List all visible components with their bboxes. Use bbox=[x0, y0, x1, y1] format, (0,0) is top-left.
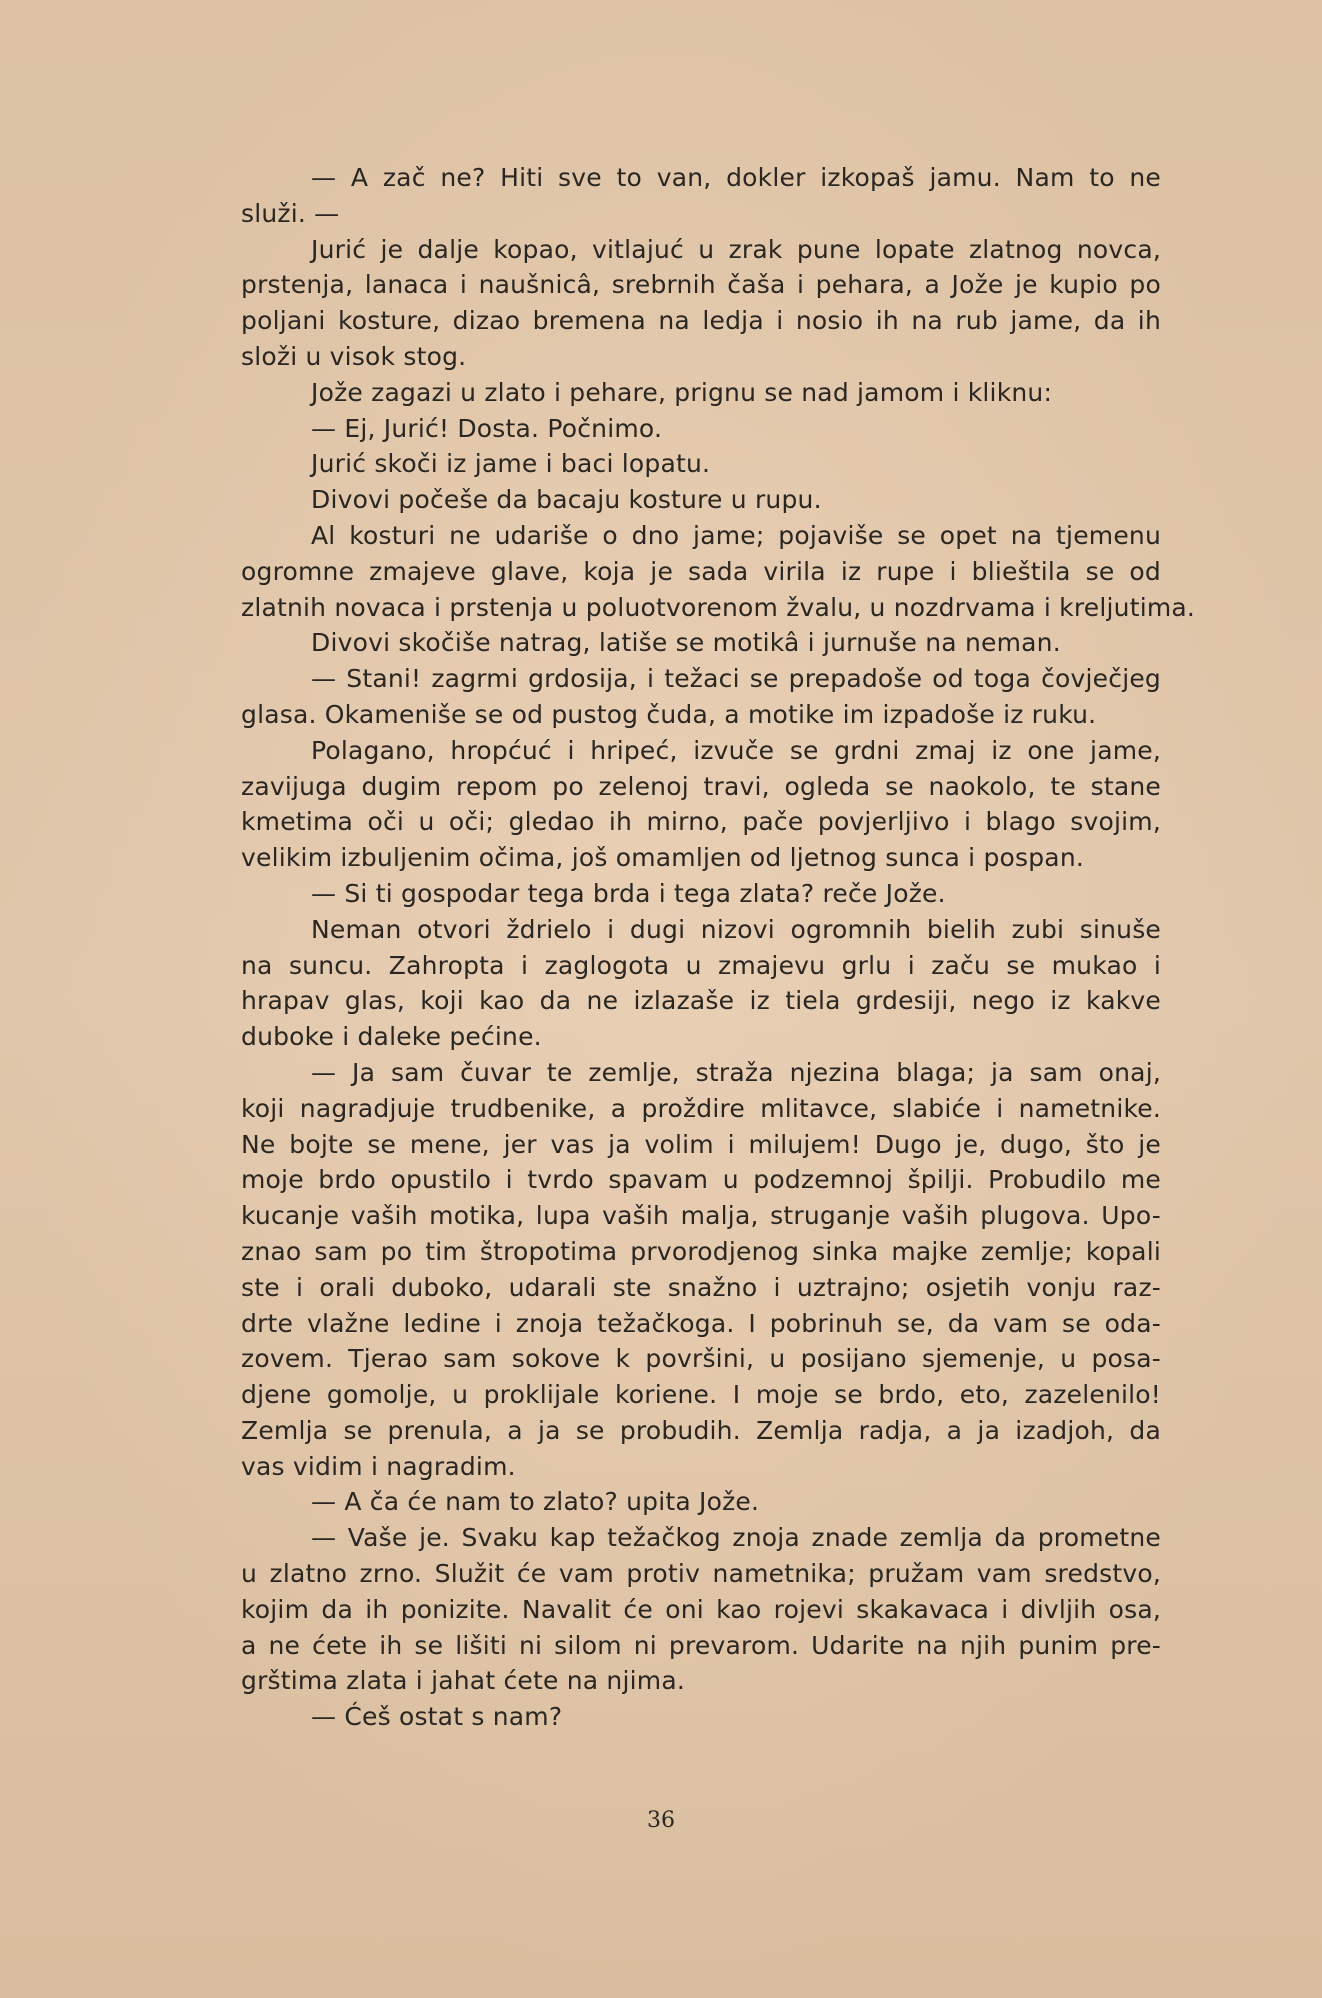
text-line: — A zač ne? Hiti sve to van, dokler izkopaš jamu. Nam to ne bbox=[311, 163, 1161, 192]
page-number: 36 bbox=[647, 1808, 675, 1833]
text-line: — Ja sam čuvar te zemlje, straža njezina blaga; ja sam onaj, bbox=[311, 1057, 1161, 1087]
text-line: Jurić skoči iz jame i baci lopatu. bbox=[311, 449, 711, 479]
text-line: ste i orali duboko, udarali ste snažno i uztrajno; osjetih vonju raz- bbox=[241, 1272, 1161, 1302]
text-line: — Ej, Jurić! Dosta. Počnimo. bbox=[311, 413, 663, 443]
text-line: kmetima oči u oči; gledao ih mirno, pače povjerljivo i blago svojim, bbox=[241, 807, 1161, 837]
text-line: duboke i daleke pećine. bbox=[241, 1022, 542, 1052]
text-line: — Si ti gospodar tega brda i tega zlata? reče Jože. bbox=[311, 878, 946, 908]
text-line: grštima zlata i jahat ćete na njima. bbox=[241, 1666, 685, 1696]
text-line: Al kosturi ne udariše o dno jame; pojaviše se opet na tjemenu bbox=[311, 520, 1161, 550]
text-line: Jože zagazi u zlato i pehare, prignu se nad jamom i kliknu: bbox=[311, 377, 1053, 407]
text-line: glasa. Okameniše se od pustog čuda, a motike im izpadoše iz ruku. bbox=[241, 699, 1097, 729]
text-line: a ne ćete ih se lišiti ni silom ni prevarom. Udarite na njih punim pre- bbox=[241, 1630, 1161, 1660]
body-text bbox=[241, 160, 1196, 1735]
text-line: Polagano, hropćuć i hripeć, izvuče se grdni zmaj iz one jame, bbox=[311, 735, 1161, 765]
text-line: zlatnih novaca i prstenja u poluotvorenom žvalu, u nozdrvama i kreljutima. bbox=[241, 592, 1196, 622]
text-line: Divovi skočiše natrag, latiše se motikâ i jurnuše na neman. bbox=[311, 628, 1061, 658]
text-line: Zemlja se prenula, a ja se probudih. Zemlja radja, a ja izadjoh, da bbox=[241, 1415, 1161, 1445]
text-line: zovem. Tjerao sam sokove k površini, u posijano sjemenje, u posa- bbox=[241, 1344, 1161, 1374]
text-line: kucanje vaših motika, lupa vaših malja, struganje vaših plugova. Upo- bbox=[241, 1201, 1161, 1231]
text-line: Ne bojte se mene, jer vas ja volim i milujem! Dugo je, dugo, što je bbox=[241, 1129, 1161, 1159]
text-line: u zlatno zrno. Služit će vam protiv nametnika; pružam vam sredstvo, bbox=[241, 1559, 1161, 1589]
text-line: — A ča će nam to zlato? upita Jože. bbox=[311, 1487, 760, 1517]
text-line: — Vaše je. Svaku kap težačkog znoja znade zemlja da prometne bbox=[311, 1523, 1161, 1553]
text-line: prstenja, lanaca i naušnicâ, srebrnih čaša i pehara, a Jože je kupio po bbox=[241, 270, 1161, 300]
text-line: — Stani! zagrmi grdosija, i težaci se prepadoše od toga čovječjeg bbox=[311, 664, 1161, 694]
text-line: vas vidim i nagradim. bbox=[241, 1451, 516, 1481]
text-line: djene gomolje, u proklijale koriene. I moje se brdo, eto, zazelenilo! bbox=[241, 1380, 1161, 1410]
text-line: poljani kosture, dizao bremena na ledja i nosio ih na rub jame, da ih bbox=[241, 306, 1161, 336]
text-line: — Ćeš ostat s nam? bbox=[311, 1702, 563, 1732]
text-line: složi u visok stog. bbox=[241, 341, 467, 371]
text-line: služi. — bbox=[241, 198, 340, 228]
text-line: hrapav glas, koji kao da ne izlazaše iz tiela grdesiji, nego iz kakve bbox=[241, 986, 1161, 1016]
text-line: drte vlažne ledine i znoja težačkoga. I pobrinuh se, da vam se oda- bbox=[241, 1308, 1161, 1338]
text-line: moje brdo opustilo i tvrdo spavam u podzemnoj špilji. Probudilo me bbox=[241, 1165, 1161, 1195]
text-line: zavijuga dugim repom po zelenoj travi, ogleda se naokolo, te stane bbox=[241, 771, 1161, 801]
text-line: na suncu. Zahropta i zaglogota u zmajevu grlu i začu se mukao i bbox=[241, 950, 1161, 980]
text-line: znao sam po tim štropotima prvorodjenog sinka majke zemlje; kopali bbox=[241, 1236, 1161, 1266]
text-line: Jurić je dalje kopao, vitlajuć u zrak pune lopate zlatnog novca, bbox=[311, 234, 1161, 264]
text-line: koji nagradjuje trudbenike, a proždire mlitavce, slabiće i nametnike. bbox=[241, 1093, 1161, 1123]
text-line: Neman otvori ždrielo i dugi nizovi ogromnih bielih zubi sinuše bbox=[311, 914, 1161, 944]
text-line: Divovi počeše da bacaju kosture u rupu. bbox=[311, 485, 822, 515]
text-line: kojim da ih ponizite. Navalit će oni kao rojevi skakavaca i divljih osa, bbox=[241, 1594, 1161, 1624]
text-line: velikim izbuljenim očima, još omamljen od ljetnog sunca i pospan. bbox=[241, 843, 1085, 873]
text-line: ogromne zmajeve glave, koja je sada virila iz rupe i blieštila se od bbox=[241, 556, 1161, 586]
